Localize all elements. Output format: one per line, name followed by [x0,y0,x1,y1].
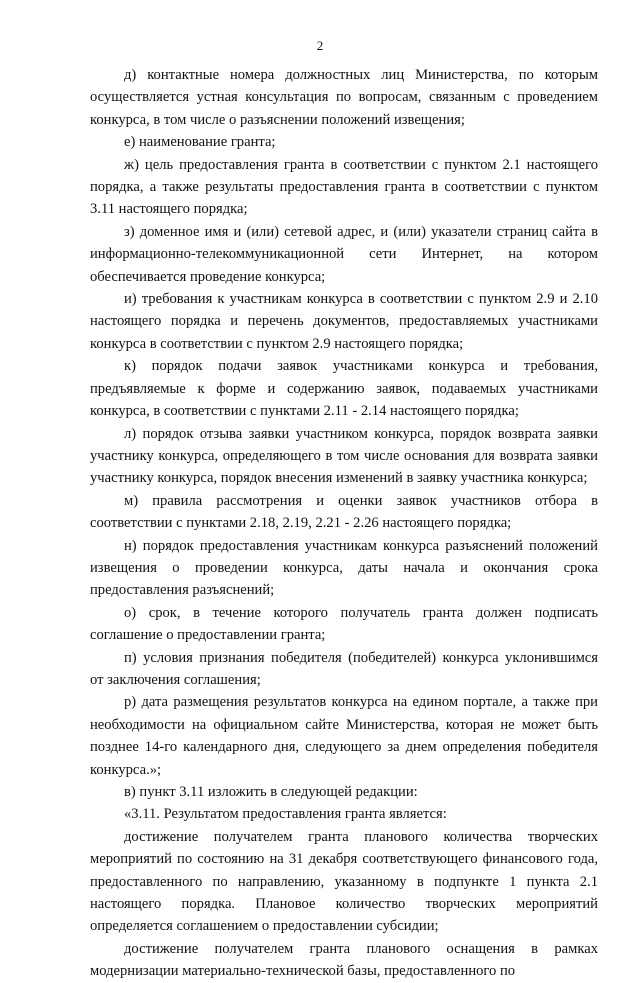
paragraph-v: в) пункт 3.11 изложить в следующей редакции: [124,784,418,800]
document-body [90,64,598,983]
paragraph-result-events: достижение получателем гранта планового количества творческих мероприятий по состоянию на 31 декабря соответствующего финансового года, предоставленного по направлению, указанному в подпункте 1 пункта 2.1 настоящего порядка. Плановое количество творческих мероприятий определяется соглашением о предоставлении субсидии; [90,828,598,935]
paragraph-result-equipment: достижение получателем гранта планового оснащения в рамках модернизации материально-технической базы, предоставленного по [90,940,598,980]
paragraph-l: л) порядок отзыва заявки участником конкурса, порядок возврата заявки участнику конкурса, определяющего в том числе основания для возврата заявки участнику конкурса, порядок внесения изменений в заявку участника конкурса; [90,425,598,487]
paragraph-zh: ж) цель предоставления гранта в соответствии с пунктом 2.1 настоящего порядка, а также результаты предоставления гранта в соответствии с пунктом 3.11 настоящего порядка; [90,156,598,218]
paragraph-o: о) срок, в течение которого получатель гранта должен подписать соглашение о предоставлении гранта; [90,604,598,644]
paragraph-m: м) правила рассмотрения и оценки заявок участников отбора в соответствии с пунктами 2.18, 2.19, 2.21 - 2.26 настоящего порядка; [90,492,598,532]
paragraph-z: з) доменное имя и (или) сетевой адрес, и (или) указатели страниц сайта в информационно-телекоммуникационной сети Интернет, на котором обеспечивается проведение конкурса; [90,223,598,285]
paragraph-3-11: «3.11. Результатом предоставления гранта является: [124,806,447,823]
paragraph-k: к) порядок подачи заявок участниками конкурса и требования, предъявляемые к форме и содержанию заявок, подаваемых участниками конкурса, в соответствии с пунктами 2.11 - 2.14 настоящего порядка; [90,358,598,420]
paragraph-d: д) контактные номера должностных лиц Министерства, по которым осуществляется устная консультация по вопросам, связанным с проведением конкурса, в том числе о разъяснении положений извещения; [90,67,598,128]
paragraph-i: и) требования к участникам конкурса в соответствии с пунктом 2.9 и 2.10 настоящего порядка и перечень документов, предоставляемых участниками конкурса в соответствии с пунктом 2.9 настоящего порядка; [90,291,598,352]
paragraph-p: п) условия признания победителя (победителей) конкурса уклонившимся от заключения соглашения; [90,649,598,688]
paragraph-e: е) наименование гранта; [124,134,276,151]
paragraph-n: н) порядок предоставления участникам конкурса разъяснений положений извещения о проведении конкурса, даты начала и окончания срока предоставления разъяснений; [90,537,598,599]
page-number: 2 [316,38,324,53]
paragraph-r: р) дата размещения результатов конкурса на едином портале, а также при необходимости на официальном сайте Министерства, которая не может быть позднее 14-го календарного дня, следующего за днем определения победителя конкурса.»; [90,694,598,778]
